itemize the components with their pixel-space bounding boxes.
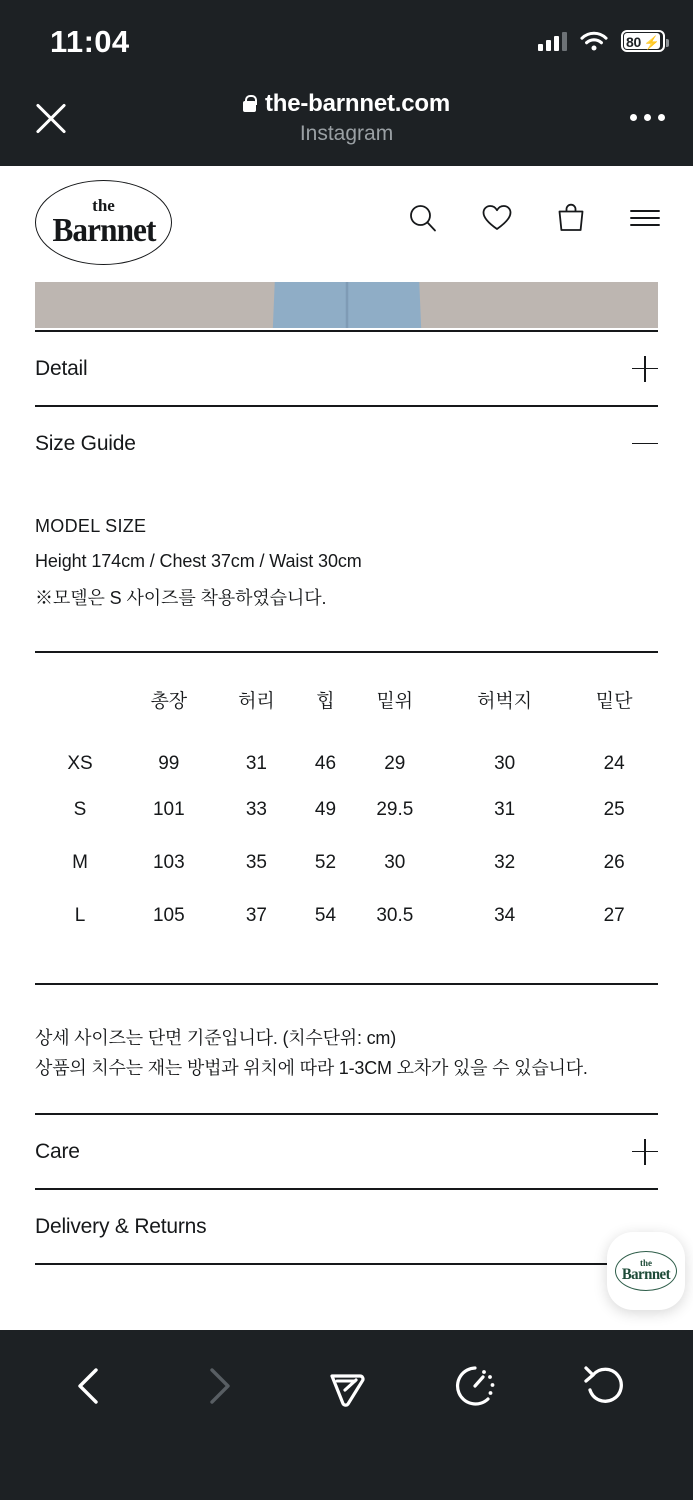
accordion-detail[interactable] — [35, 332, 658, 405]
table-row — [35, 725, 658, 783]
table-cell: 103 — [152, 851, 185, 873]
table-cell: 29.5 — [376, 798, 414, 820]
table-cell: 26 — [603, 851, 625, 873]
brand-logo-name: Barnnet — [51, 211, 156, 249]
battery-level-label: 80 — [626, 34, 641, 50]
ios-status-bar — [0, 0, 693, 76]
table-header-row — [35, 653, 658, 725]
table-col-header: 밑단 — [595, 691, 633, 712]
size-note-line: 상품의 치수는 재는 방법과 위치에 따라 1-3CM 오차가 있을 수 있습니다. — [35, 1058, 588, 1078]
table-cell: 33 — [245, 798, 267, 820]
floating-badge-name: Barnnet — [621, 1265, 671, 1283]
table-cell: 31 — [245, 753, 267, 774]
product-photo-jeans — [187, 282, 507, 328]
in-app-browser-bar — [0, 76, 693, 166]
table-cell: 46 — [314, 753, 337, 774]
table-cell: 99 — [158, 753, 180, 774]
table-cell: 105 — [152, 904, 185, 926]
table-col-header: 총장 — [150, 691, 188, 712]
table-row — [35, 783, 658, 836]
reload-icon[interactable] — [573, 1356, 633, 1416]
table-cell: 101 — [152, 798, 185, 820]
search-icon[interactable] — [407, 202, 439, 234]
table-col-header: 밑위 — [376, 691, 414, 712]
table-cell: 31 — [494, 798, 516, 820]
table-cell: 49 — [314, 798, 337, 820]
table-corner-cell — [35, 653, 125, 725]
brand-logo[interactable] — [35, 180, 172, 265]
forward-icon — [188, 1356, 248, 1416]
browser-bottom-toolbar — [0, 1330, 693, 1500]
floating-badge-the: the — [640, 1257, 652, 1268]
table-cell: 30 — [494, 753, 516, 774]
wishlist-heart-icon[interactable] — [481, 202, 513, 234]
table-row — [35, 836, 658, 889]
lock-icon — [243, 101, 256, 112]
table-cell: 34 — [494, 904, 516, 926]
table-row — [35, 889, 658, 942]
header-icon-group — [407, 202, 661, 234]
table-size-label: S — [73, 798, 87, 820]
table-cell: 24 — [603, 753, 625, 774]
brand-logo-the: the — [92, 195, 115, 215]
table-cell: 54 — [314, 904, 337, 926]
table-cell: 25 — [603, 798, 625, 820]
table-col-header: 힙 — [316, 691, 335, 712]
accordion-care[interactable] — [35, 1115, 658, 1188]
accordion-size-guide-label: Size Guide — [35, 431, 136, 455]
share-icon[interactable] — [316, 1356, 376, 1416]
table-cell: 30.5 — [376, 904, 414, 926]
table-size-label: M — [72, 851, 88, 873]
size-note-line: 상세 사이즈는 단면 기준입니다. (치수단위: cm) — [35, 1028, 396, 1048]
site-header — [0, 166, 693, 281]
accordion-care-label: Care — [35, 1139, 80, 1163]
table-size-label: L — [74, 904, 86, 926]
minus-icon — [632, 431, 658, 457]
model-measurements: Height 174cm / Chest 37cm / Waist 30cm — [35, 551, 362, 571]
more-options-icon[interactable] — [630, 114, 665, 121]
size-chart-table — [35, 653, 658, 942]
accordion-detail-label: Detail — [35, 356, 88, 380]
source-app-label: Instagram — [299, 122, 394, 145]
table-size-label: XS — [67, 753, 93, 774]
accordion-delivery-returns-label: Delivery & Returns — [35, 1214, 207, 1238]
table-cell: 52 — [314, 851, 337, 873]
table-cell: 27 — [603, 904, 625, 926]
floating-badge-logo — [615, 1251, 677, 1291]
floating-brand-badge[interactable] — [607, 1232, 685, 1310]
status-bar-indicators — [538, 30, 665, 52]
wifi-icon — [580, 31, 608, 51]
status-bar-clock: 11:04 — [50, 24, 130, 59]
size-notes — [35, 985, 658, 1113]
model-size-title: MODEL SIZE — [35, 516, 147, 536]
product-accordion-section — [0, 330, 693, 1268]
model-worn-size-note: ※모델은 S 사이즈를 착용하였습니다. — [35, 588, 327, 608]
plus-icon — [632, 1139, 658, 1165]
table-col-header: 허리 — [238, 691, 275, 712]
table-cell: 30 — [384, 851, 406, 873]
url-display[interactable] — [0, 90, 693, 146]
product-image[interactable] — [35, 282, 658, 328]
plus-icon — [632, 356, 658, 382]
table-col-header: 허벅지 — [477, 691, 533, 712]
cellular-signal-icon — [538, 31, 567, 51]
history-icon[interactable] — [445, 1356, 505, 1416]
accordion-size-guide[interactable] — [35, 407, 658, 480]
accordion-delivery-returns[interactable] — [35, 1190, 658, 1263]
hamburger-menu-icon[interactable] — [629, 202, 661, 234]
back-icon[interactable] — [60, 1356, 120, 1416]
size-guide-panel — [35, 480, 658, 610]
battery-charging-icon: 80 ⚡ — [621, 30, 665, 52]
table-cell: 37 — [245, 904, 267, 926]
table-cell: 35 — [245, 851, 267, 873]
shopping-bag-icon[interactable] — [555, 202, 587, 234]
table-cell: 32 — [494, 851, 516, 873]
table-cell: 29 — [384, 753, 406, 774]
url-host-label: the-barnnet.com — [264, 90, 451, 117]
divider — [35, 1263, 658, 1265]
